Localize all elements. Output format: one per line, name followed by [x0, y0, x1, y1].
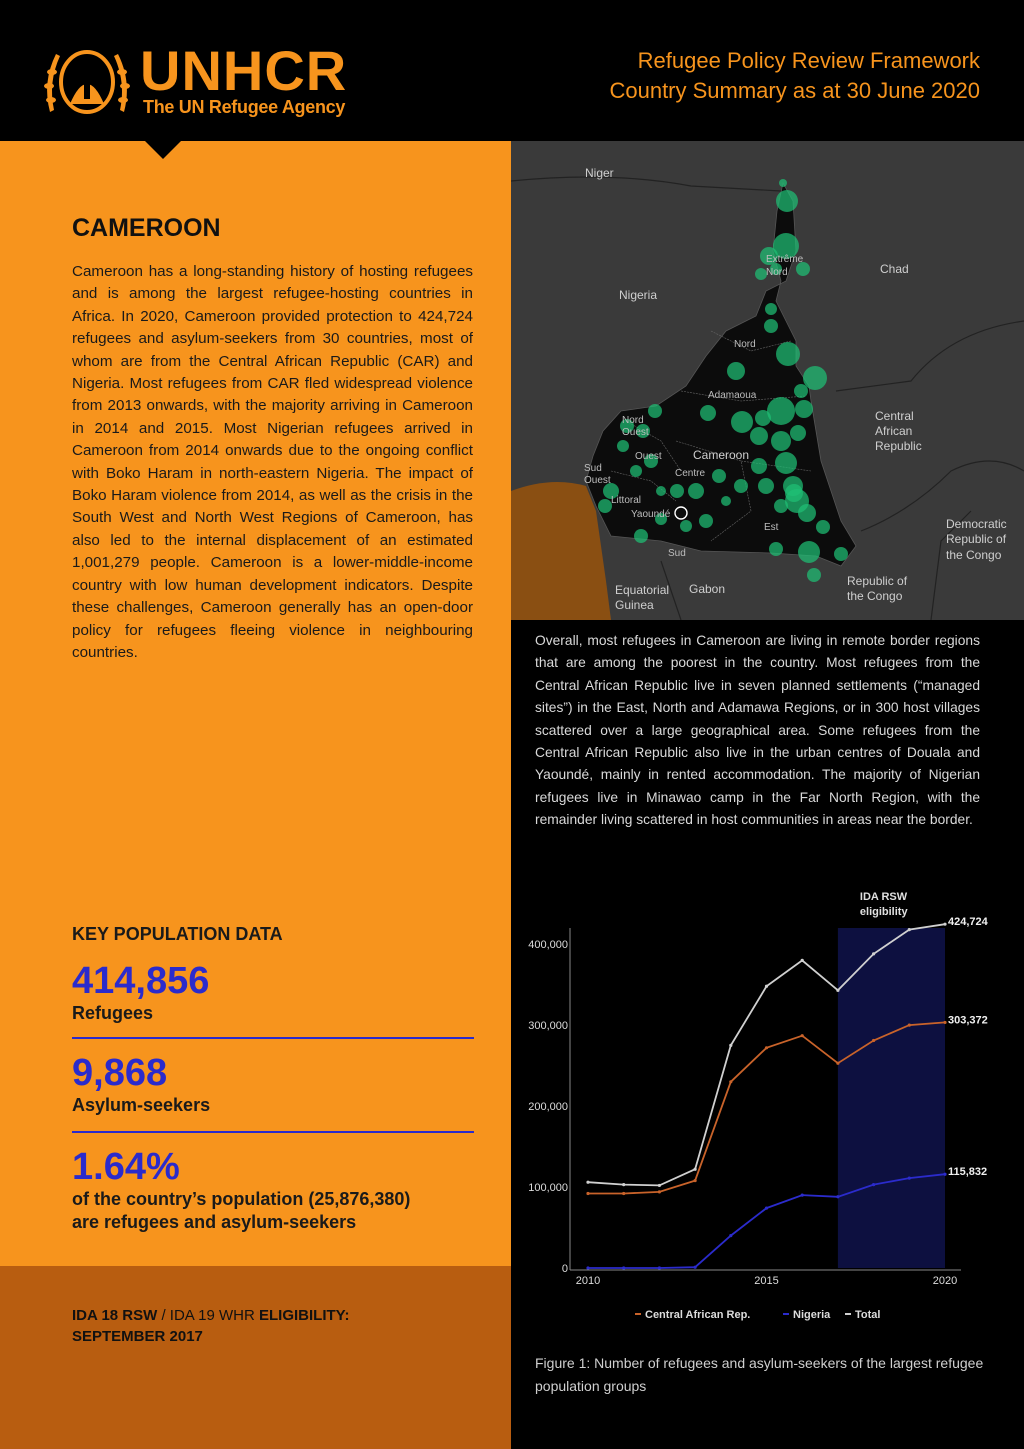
y-tick-label: 200,000: [528, 1101, 568, 1114]
shade-label: IDA RSW: [859, 891, 908, 903]
refugee-trend-chart: [511, 880, 1024, 1330]
ida-part1: IDA 18 RSW: [72, 1307, 158, 1324]
eligibility-band: [0, 1266, 511, 1449]
refugee-circle: [721, 496, 731, 506]
data-point: [943, 1021, 946, 1024]
refugee-circle: [798, 541, 820, 563]
data-point: [765, 1046, 768, 1049]
intro-paragraph: Cameroon has a long-standing history of hosting refugees and is among the largest refugee-hosting countries in Africa. In 2020, Cameroon provided protection to 424,724 refugees and asylum-seekers from 30 countries, most of whom are from the Central African Republic (CAR) and Nigeria. Most refugees from CAR fled widespread violence from 2013 onwards, with the majority arriving in Cameroon in 2014 and 2015. Most Nigerian refugees arrived in Cameroon from 2014 onwards due to the ongoing conflict with Boko Haram in north-eastern Nigeria. The impact of Boko Haram violence from 2014, as well as the crisis in the South West and North West Regions of Cameroon, has also led to the internal displacement of an estimated 1,001,279 people. Cameroon is a lower-middle-income country with low human development indicators. Despite these challenges, Cameroon generally has an open-door policy for refugees fleeing violence in neighbouring countries.: [72, 263, 473, 661]
map-label-roc-1: Republic of: [847, 574, 908, 588]
document-title-line2: Country Summary as at 30 June 2020: [609, 78, 980, 103]
unhcr-logo: [40, 40, 370, 125]
map-label-nigeria: Nigeria: [619, 288, 658, 302]
data-point: [622, 1266, 625, 1269]
end-value-label: 115,832: [948, 1166, 988, 1179]
y-tick-label: 300,000: [528, 1020, 568, 1033]
legend-entry: Nigeria: [793, 1309, 831, 1321]
data-point: [658, 1266, 661, 1269]
data-point: [836, 1062, 839, 1065]
refugee-circle: [775, 452, 797, 474]
document-title: [609, 46, 980, 106]
data-point: [586, 1192, 589, 1195]
map-label-drc-1: Democratic: [946, 517, 1007, 531]
x-tick-label: 2010: [575, 1275, 601, 1287]
kpi-pct-label-1: of the country’s population (25,876,380): [72, 1189, 411, 1209]
data-point: [694, 1168, 697, 1171]
refugee-circle: [634, 529, 648, 543]
kpi-divider: [72, 1131, 474, 1133]
refugee-circle: [712, 469, 726, 483]
map-label-cameroon: Cameroon: [693, 448, 750, 462]
refugee-circle: [790, 425, 806, 441]
refugee-circle: [750, 427, 768, 445]
end-value-label: 424,724: [948, 916, 988, 929]
data-point: [729, 1044, 732, 1047]
map-region-extreme-nord-1: Extrême: [766, 254, 804, 265]
data-point: [586, 1181, 589, 1184]
country-title: CAMEROON: [72, 214, 221, 242]
refugee-circle: [598, 499, 612, 513]
data-point: [765, 1206, 768, 1209]
map-region-yaounde: Yaoundé: [631, 509, 671, 520]
data-point: [801, 1034, 804, 1037]
key-population-title: KEY POPULATION DATA: [72, 924, 283, 944]
y-tick-label: 0: [561, 1263, 568, 1275]
end-value-label: 303,372: [948, 1014, 988, 1027]
data-point: [836, 1195, 839, 1198]
overall-paragraph: Overall, most refugees in Cameroon are living in remote border regions that are among the poorest in the country. Most refugees from the Central African Republic live in seven planned settlements (“managed sites”) in the East, North and Adamawa Regions, or in 300 host villages scattered over a large geographical area. Some refugees from the Central African Republic also live in the urban centres of Douala and Yaoundé, mainly in rented accommodation. The majority of Nigerian refugees live in Minawao camp in the Far North Region, with the remainder living scattered in host communities in areas near the border.: [535, 633, 980, 828]
data-point: [943, 923, 946, 926]
refugee-circle: [699, 514, 713, 528]
kpi-asylum-label: Asylum-seekers: [72, 1095, 211, 1115]
org-name: UNHCR: [140, 39, 348, 102]
kpi-refugees-value: 414,856: [72, 960, 210, 1002]
ida-part2: / IDA 19 WHR: [157, 1307, 259, 1324]
refugee-circle: [688, 483, 704, 499]
map-region-nord-ouest-1: Nord: [622, 415, 644, 426]
refugee-map: [511, 141, 1024, 620]
data-point: [872, 1039, 875, 1042]
figure-caption: Figure 1: Number of refugees and asylum-seekers of the largest refugee population groups: [535, 1355, 984, 1394]
map-label-drc-3: the Congo: [946, 548, 1002, 562]
org-tagline: The UN Refugee Agency: [143, 97, 346, 117]
data-point: [729, 1234, 732, 1237]
map-label-eqg-1: Equatorial: [615, 583, 670, 597]
kpi-divider: [72, 1037, 474, 1039]
kpi-pct-value: 1.64%: [72, 1146, 180, 1188]
ida-eligibility: [72, 1305, 452, 1347]
map-region-est: Est: [764, 522, 779, 533]
capital-marker-icon: [675, 507, 687, 519]
refugee-circle: [700, 405, 716, 421]
document-title-line1: Refugee Policy Review Framework: [637, 48, 980, 73]
map-label-chad: Chad: [880, 262, 909, 276]
ida-part4: SEPTEMBER 2017: [72, 1328, 203, 1345]
data-point: [908, 1177, 911, 1180]
map-region-sud-ouest-2: Ouest: [584, 475, 611, 486]
legend-entry: Central African Rep.: [645, 1309, 751, 1321]
map-region-ouest: Ouest: [635, 451, 662, 462]
refugee-circle: [816, 520, 830, 534]
data-point: [801, 959, 804, 962]
kpi-pct-label-2: are refugees and asylum-seekers: [72, 1212, 357, 1232]
kpi-refugees-label: Refugees: [72, 1003, 154, 1023]
x-tick-label: 2015: [754, 1275, 779, 1287]
shade-label: eligibility: [859, 906, 908, 918]
map-label-car-3: Republic: [875, 439, 922, 453]
refugee-circle: [834, 547, 848, 561]
data-point: [694, 1179, 697, 1182]
map-region-sud: Sud: [668, 548, 686, 559]
y-tick-label: 400,000: [528, 939, 568, 952]
refugee-circle: [795, 400, 813, 418]
map-region-extreme-nord-2: Nord: [766, 267, 788, 278]
data-point: [908, 1024, 911, 1027]
data-point: [586, 1266, 589, 1269]
eligibility-shade: [838, 928, 945, 1268]
map-label-roc-2: the Congo: [847, 589, 903, 603]
data-point: [658, 1184, 661, 1187]
map-region-sud-ouest-1: Sud: [584, 463, 602, 474]
header-notch: [145, 141, 181, 159]
refugee-circle: [779, 179, 787, 187]
map-label-eqg-2: Guinea: [615, 598, 654, 612]
refugee-circle: [731, 411, 753, 433]
refugee-circle: [765, 303, 777, 315]
data-point: [729, 1080, 732, 1083]
refugee-circle: [764, 319, 778, 333]
map-label-niger: Niger: [585, 166, 614, 180]
kpi-asylum-value: 9,868: [72, 1052, 168, 1094]
refugee-circle: [648, 404, 662, 418]
refugee-circle: [617, 440, 629, 452]
refugee-circle: [769, 542, 783, 556]
page-header: [0, 0, 1024, 141]
map-region-littoral: Littoral: [611, 495, 642, 506]
data-point: [694, 1266, 697, 1269]
refugee-circle: [771, 431, 791, 451]
map-label-car-2: African: [875, 424, 913, 438]
refugee-circle: [630, 465, 642, 477]
data-point: [836, 989, 839, 992]
refugee-circle: [751, 458, 767, 474]
y-tick-label: 100,000: [528, 1182, 568, 1195]
data-point: [622, 1183, 625, 1186]
refugee-circle: [656, 486, 666, 496]
map-label-car-1: Central: [875, 409, 914, 423]
data-point: [943, 1173, 946, 1176]
map-region-nord-ouest-2: Ouest: [622, 427, 649, 438]
refugee-circle: [798, 504, 816, 522]
data-point: [872, 952, 875, 955]
refugee-circle: [680, 520, 692, 532]
map-region-adamaoua: Adamaoua: [708, 390, 757, 401]
data-point: [908, 928, 911, 931]
data-point: [622, 1192, 625, 1195]
legend-entry: Total: [855, 1309, 881, 1321]
kpi-refugees: [72, 960, 474, 1025]
x-tick-label: 2020: [932, 1275, 958, 1287]
map-region-nord: Nord: [734, 339, 756, 350]
refugee-circle: [794, 384, 808, 398]
map-label-drc-2: Republic of: [946, 532, 1007, 546]
data-point: [658, 1190, 661, 1193]
refugee-circle: [758, 478, 774, 494]
refugee-circle: [776, 342, 800, 366]
kpi-population-share: [72, 1146, 474, 1234]
data-point: [765, 985, 768, 988]
refugee-circle: [803, 366, 827, 390]
refugee-circle: [734, 479, 748, 493]
map-label-gabon: Gabon: [689, 582, 726, 596]
unhcr-emblem-icon: [40, 42, 134, 122]
refugee-circle: [767, 397, 795, 425]
map-region-centre: Centre: [675, 468, 706, 479]
refugee-circle: [670, 484, 684, 498]
data-point: [801, 1194, 804, 1197]
refugee-circle: [807, 568, 821, 582]
kpi-asylum-seekers: [72, 1052, 474, 1117]
refugee-circle: [776, 190, 798, 212]
data-point: [872, 1183, 875, 1186]
refugee-circle: [727, 362, 745, 380]
ida-part3: ELIGIBILITY:: [259, 1307, 350, 1324]
